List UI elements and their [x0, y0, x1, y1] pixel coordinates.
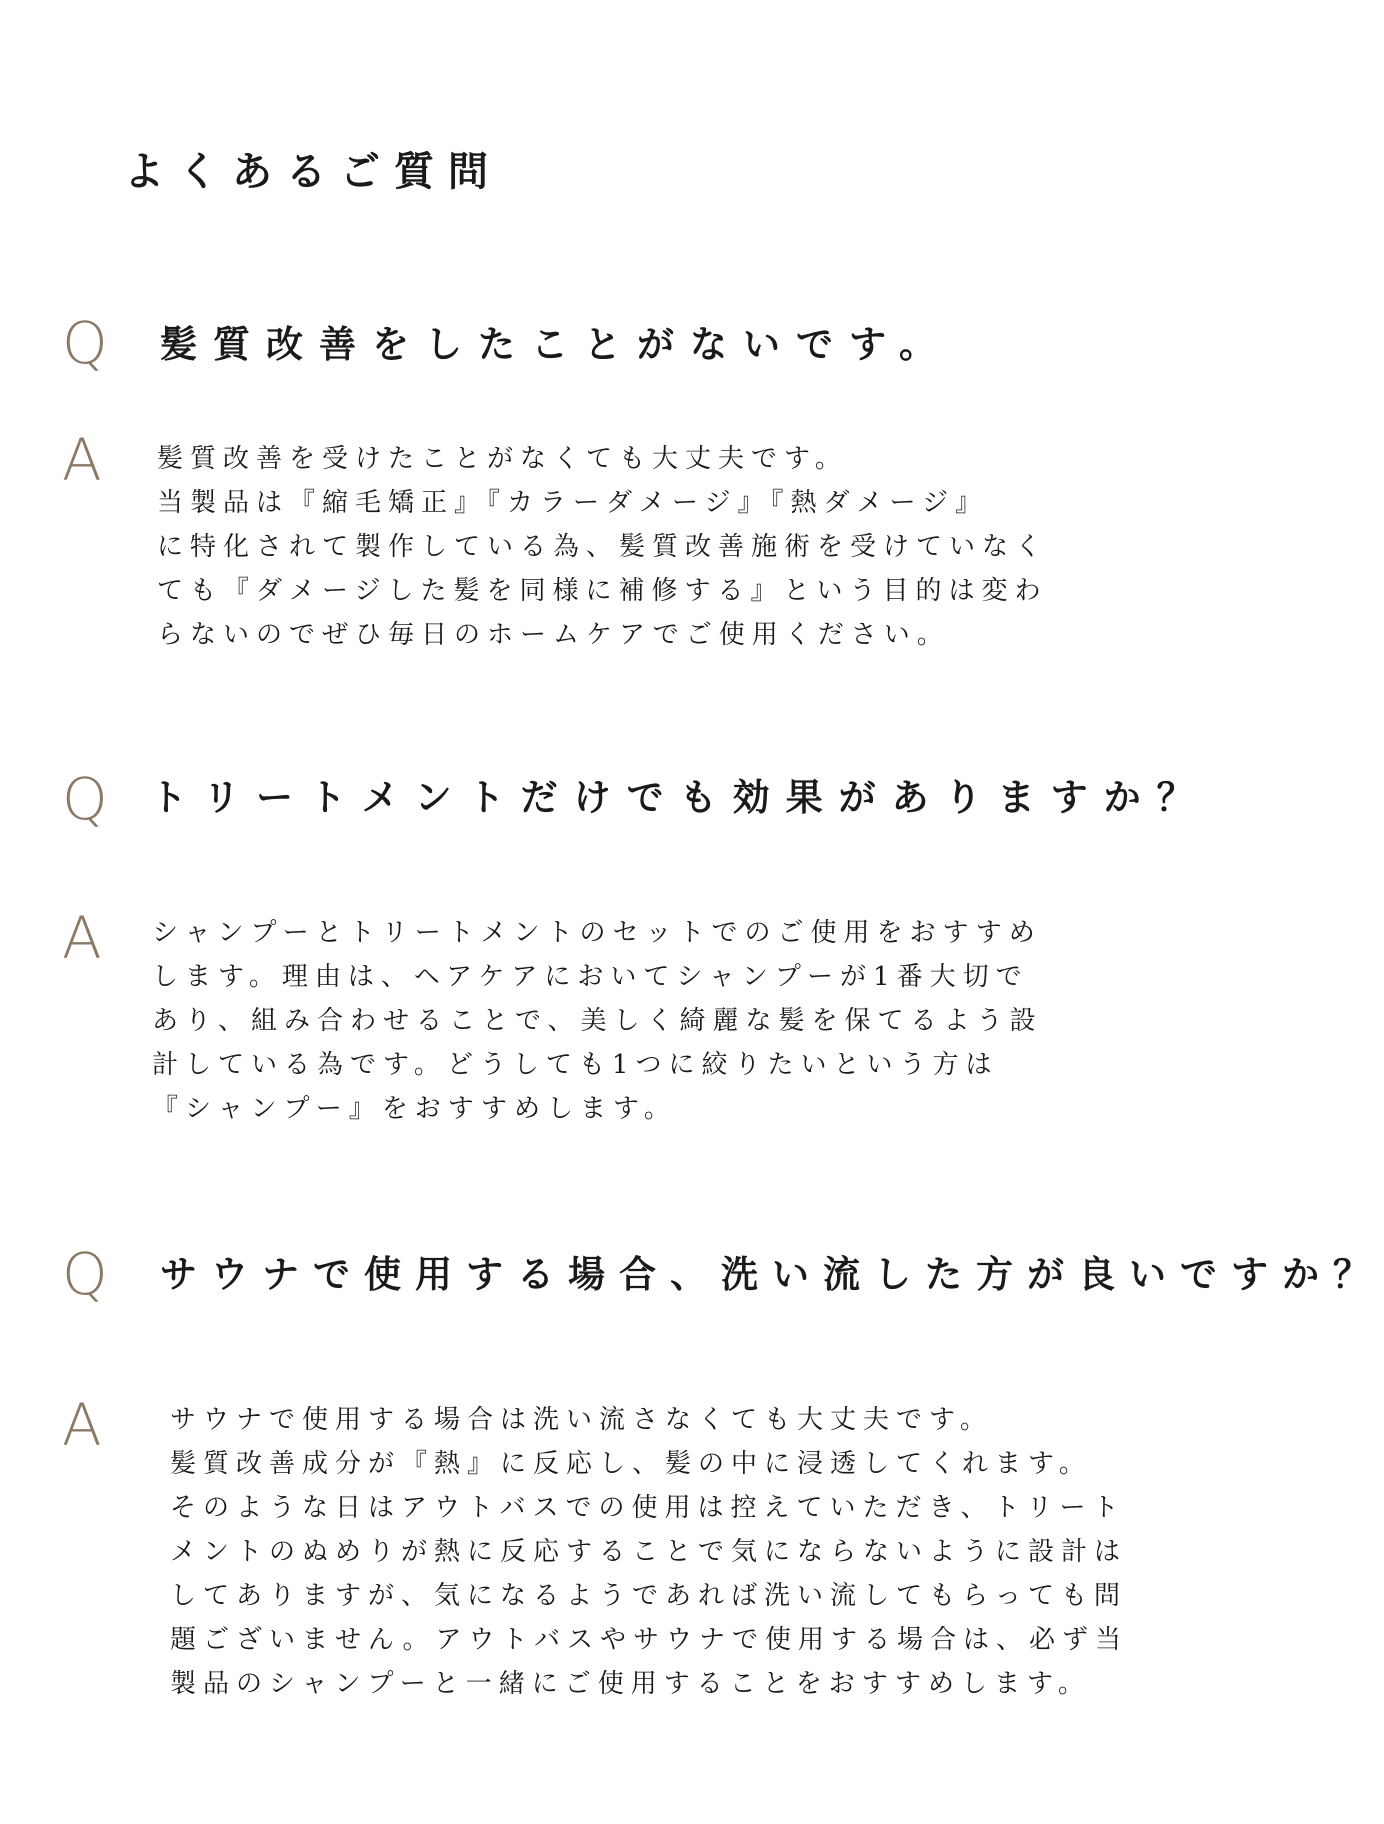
faq-answer: [152, 911, 1042, 1131]
faq-answer: [170, 1398, 1128, 1706]
page-title: よくあるご質問: [124, 148, 502, 195]
answer-line: 計している為です。どうしても1つに絞りたいという方は: [152, 1050, 999, 1080]
faq-answer: [157, 437, 1048, 657]
answer-line: 題ございません。アウトバスやサウナで使用する場合は、必ず当: [170, 1625, 1129, 1655]
answer-line: らないのでぜひ毎日のホームケアでご使用ください。: [157, 620, 950, 650]
answer-line: に特化されて製作している為、髪質改善施術を受けていなく: [157, 532, 1049, 562]
answer-line: メントのぬめりが熱に反応することで気にならないように設計は: [170, 1537, 1128, 1567]
answer-line: あり、組み合わせることで、美しく綺麗な髪を保てるよう設: [152, 1006, 1043, 1036]
answer-line: 髪質改善成分が『熱』に反応し、髪の中に浸透してくれます。: [170, 1449, 1092, 1479]
question-marker: Q: [62, 1240, 108, 1308]
answer-marker: A: [62, 426, 102, 494]
faq-question: サウナで使用する場合、洗い流した方が良いですか？: [160, 1252, 1384, 1296]
answer-line: ても『ダメージした髪を同様に補修する』という目的は変わ: [157, 576, 1048, 606]
answer-line: 当製品は『縮毛矯正』『カラーダメージ』『熱ダメージ』: [157, 488, 988, 518]
faq-question: 髪質改善をしたことがないです。: [160, 322, 953, 366]
answer-marker: A: [62, 1391, 102, 1459]
question-marker: Q: [62, 765, 108, 833]
answer-line: します。理由は、ヘアケアにおいてシャンプーが1番大切で: [152, 962, 1029, 992]
answer-line: 『シャンプー』をおすすめします。: [152, 1094, 677, 1124]
answer-line: サウナで使用する場合は洗い流さなくても大丈夫です。: [170, 1405, 993, 1435]
faq-question: トリートメントだけでも効果がありますか？: [150, 775, 1210, 819]
answer-line: シャンプーとトリートメントのセットでのご使用をおすすめ: [152, 918, 1042, 948]
answer-line: 髪質改善を受けたことがなくても大丈夫です。: [157, 444, 848, 474]
answer-marker: A: [62, 904, 102, 972]
answer-line: そのような日はアウトバスでの使用は控えていただき、トリート: [170, 1493, 1126, 1523]
answer-line: 製品のシャンプーと一緒にご使用することをおすすめします。: [170, 1669, 1091, 1699]
answer-line: してありますが、気になるようであれば洗い流してもらっても問: [170, 1581, 1128, 1611]
question-marker: Q: [62, 309, 108, 377]
